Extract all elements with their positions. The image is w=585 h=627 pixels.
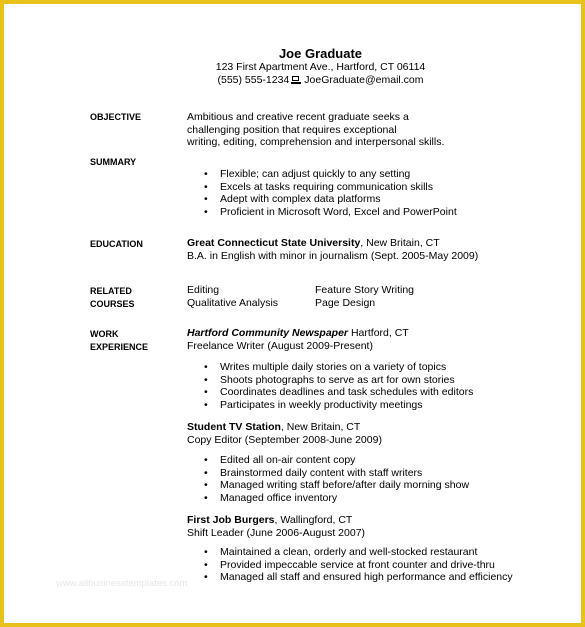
experience-label-line: EXPERIENCE xyxy=(90,341,149,352)
summary-list xyxy=(204,168,524,218)
list-item: • Managed writing staff before/after daily morning show xyxy=(204,479,524,492)
list-item: • Participates in weekly productivity meetings xyxy=(204,399,524,412)
candidate-name: Joe Graduate xyxy=(278,46,363,61)
job-title: Freelance Writer (August 2009-Present) xyxy=(187,339,373,352)
education-block xyxy=(187,237,527,262)
list-item: • Excels at tasks requiring communication skills xyxy=(204,181,524,194)
courses-col2 xyxy=(315,284,414,309)
school-location: , New Britain, CT xyxy=(360,237,440,249)
candidate-contact xyxy=(32,74,585,87)
list-item: • Shoots photographs to serve as art for own stories xyxy=(204,374,524,387)
watermark: www.allbusinesstemplates.com xyxy=(56,578,188,589)
job-employer-line xyxy=(187,421,527,434)
list-item: • Coordinates deadlines and task schedules with editors xyxy=(204,386,524,399)
job-location: , Wallingford, CT xyxy=(274,514,353,526)
objective-label: OBJECTIVE xyxy=(90,112,142,122)
courses-label-line: RELATED xyxy=(90,286,132,296)
job-duties xyxy=(204,454,524,504)
education-label: EDUCATION xyxy=(90,239,143,249)
list-item: • Adept with complex data platforms xyxy=(204,193,524,206)
summary-label: SUMMARY xyxy=(90,157,137,167)
resume-page xyxy=(4,4,581,623)
education-school-line xyxy=(187,237,527,250)
list-item: • Edited all on-air content copy xyxy=(204,454,524,467)
course-item: Feature Story Writing xyxy=(315,284,415,296)
candidate-email: JoeGraduate@email.com xyxy=(304,74,424,86)
job-location: Hartford, CT xyxy=(348,327,409,339)
job-duties xyxy=(204,546,524,584)
computer-icon xyxy=(292,76,301,84)
list-item: • Managed all staff and ensured high performance and efficiency xyxy=(204,571,524,584)
page-frame xyxy=(4,4,581,623)
experience-label xyxy=(90,328,148,353)
experience-label-line: WORK xyxy=(90,329,119,339)
course-item: Editing xyxy=(187,284,220,296)
job-employer-line xyxy=(187,327,527,340)
job-header xyxy=(187,421,527,446)
job-title: Copy Editor (September 2008-June 2009) xyxy=(187,433,382,446)
job-header xyxy=(187,327,527,352)
list-item: • Brainstormed daily content with staff writers xyxy=(204,467,524,480)
objective-line: writing, editing, comprehension and interpersonal skills. xyxy=(187,136,445,148)
courses-label xyxy=(90,285,135,310)
objective-line: Ambitious and creative recent graduate seeks a xyxy=(187,111,409,123)
job-employer: Hartford Community Newspaper xyxy=(187,327,349,339)
course-item: Qualitative Analysis xyxy=(187,296,279,309)
courses-label-line: COURSES xyxy=(90,298,135,309)
job-employer-line xyxy=(187,514,527,527)
list-item: • Writes multiple daily stories on a variety of topics xyxy=(204,361,524,374)
school-name: Great Connecticut State University xyxy=(187,237,361,249)
resume-header xyxy=(32,46,585,87)
list-item: • Proficient in Microsoft Word, Excel and PowerPoint xyxy=(204,206,524,219)
job-header xyxy=(187,514,527,539)
objective-line: challenging position that requires exceptional xyxy=(187,123,397,136)
education-degree: B.A. in English with minor in journalism (Sept. 2005-May 2009) xyxy=(187,249,479,262)
job-employer: First Job Burgers xyxy=(187,514,275,526)
list-item: • Maintained a clean, orderly and well-stocked restaurant xyxy=(204,546,524,559)
job-employer: Student TV Station xyxy=(187,421,281,433)
candidate-address: 123 First Apartment Ave., Hartford, CT 06114 xyxy=(215,61,426,73)
job-title: Shift Leader (June 2006-August 2007) xyxy=(187,526,366,539)
course-item: Page Design xyxy=(315,296,376,309)
candidate-phone: (555) 555-1234 xyxy=(217,74,290,86)
objective-text xyxy=(187,111,527,149)
job-location: , New Britain, CT xyxy=(280,421,361,433)
list-item: • Provided impeccable service at front counter and drive-thru xyxy=(204,559,524,572)
list-item: • Managed office inventory xyxy=(204,492,524,505)
job-duties xyxy=(204,361,524,411)
list-item: • Flexible; can adjust quickly to any setting xyxy=(204,168,524,181)
